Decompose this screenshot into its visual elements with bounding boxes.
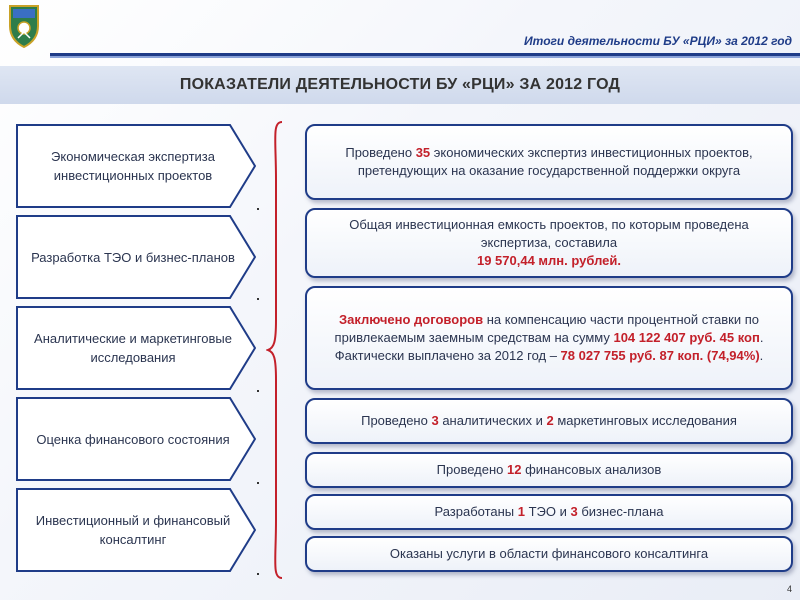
page-number: 4: [786, 584, 792, 594]
separator-dot: [257, 482, 259, 484]
header-divider: [50, 53, 800, 58]
result-text: Заключено договоров на компенсацию части процентной ставки по привлекаемым заемным средствам на сумму 104 122 407 руб. 45 коп. Фактически выплачено за 2012 год – 78 027 755 руб. 87 коп. (74,94%).: [334, 312, 764, 363]
category-analytics-marketing: [16, 306, 256, 390]
result-box-financial-analyses: [305, 452, 793, 488]
category-label: Аналитические и маркетинговые исследования: [34, 331, 232, 365]
separator-dot: [257, 208, 259, 210]
investment-amount: 19 570,44 млн. рублей.: [476, 253, 622, 268]
result-box-research: [305, 398, 793, 444]
result-text: Общая инвестиционная емкость проектов, по которым проведена экспертиза, составила 19 570,44 млн. рублей.: [349, 217, 749, 268]
page-title: ПОКАЗАТЕЛИ ДЕЯТЕЛЬНОСТИ БУ «РЦИ» ЗА 2012 ГОД: [179, 76, 621, 93]
separator-dot: [257, 390, 259, 392]
contract-sum: 104 122 407 руб. 45 коп: [613, 330, 760, 345]
result-text: Оказаны услуги в области финансового консалтинга: [389, 546, 709, 561]
result-box-contracts: [305, 286, 793, 390]
curly-brace-icon: [266, 120, 296, 580]
separator-dot: [257, 298, 259, 300]
category-label: Экономическая экспертиза инвестиционных проектов: [51, 149, 215, 183]
result-box-consulting: [305, 536, 793, 572]
paid-sum: 78 027 755 руб. 87 коп. (74,94%): [560, 348, 760, 363]
category-financial-assessment: [16, 397, 256, 481]
expertise-count: 35: [415, 145, 431, 160]
category-label: Оценка финансового состояния: [36, 431, 230, 447]
category-label: Разработка ТЭО и бизнес-планов: [31, 249, 235, 265]
result-text: Проведено 3 аналитических и 2 маркетинговых исследования: [361, 413, 737, 428]
result-text: Проведено 12 финансовых анализов: [436, 462, 662, 477]
category-economic-expertise: [16, 124, 256, 208]
category-label: Инвестиционный и финансовый консалтинг: [35, 513, 231, 547]
title-band: [0, 66, 800, 104]
result-box-investment-volume: [305, 208, 793, 278]
coat-of-arms-icon: [4, 2, 44, 48]
result-text: Разработаны 1 ТЭО и 3 бизнес-плана: [434, 504, 664, 519]
header-title: Итоги деятельности БУ «РЦИ» за 2012 год: [524, 34, 792, 48]
category-feasibility-business-plans: [16, 215, 256, 299]
result-box-plans: [305, 494, 793, 530]
result-box-expertise: [305, 124, 793, 200]
result-text: Проведено 35 экономических экспертиз инвестиционных проектов, претендующих на оказание государственной поддержки округа: [345, 145, 753, 178]
separator-dot: [257, 573, 259, 575]
category-consulting: [16, 488, 256, 572]
